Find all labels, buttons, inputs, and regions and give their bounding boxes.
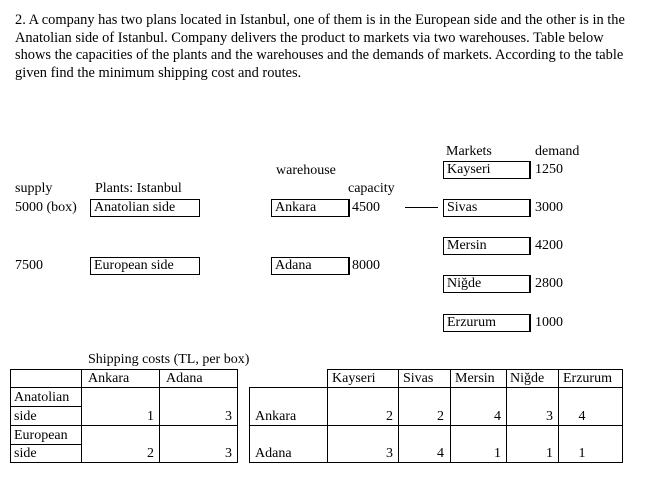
cost-anatolian-ankara: 1 — [147, 409, 154, 424]
col-header-ankara: Ankara — [88, 371, 130, 386]
market-nigde-box: Niğde — [443, 275, 530, 293]
demand-divider — [530, 275, 531, 293]
cost-adana-sivas: 4 — [437, 446, 444, 461]
cost-european-ankara: 2 — [147, 446, 154, 461]
warehouse-ankara-box: Ankara — [271, 199, 349, 217]
capacity-divider — [349, 199, 350, 217]
col-header-mersin: Mersin — [455, 371, 495, 386]
plant-anatolian-box: Anatolian side — [90, 199, 200, 217]
warehouse-adana-capacity: 8000 — [352, 258, 380, 273]
plant-european-box: European side — [90, 257, 200, 275]
col-header-nigde: Niğde — [510, 371, 545, 386]
cost-ankara-kayseri: 2 — [386, 409, 393, 424]
market-sivas-box: Sivas — [443, 199, 530, 217]
market-erzurum-demand: 1000 — [535, 315, 563, 330]
capacity-label: capacity — [348, 181, 395, 196]
market-sivas-demand: 3000 — [535, 200, 563, 215]
warehouse-ankara-capacity: 4500 — [352, 200, 380, 215]
plants-label: Plants: Istanbul — [95, 181, 182, 196]
cost-anatolian-adana: 3 — [225, 409, 232, 424]
markets-label: Markets — [446, 144, 492, 159]
warehouse-label: warehouse — [276, 163, 336, 178]
col-header-sivas: Sivas — [403, 371, 434, 386]
capacity-divider — [349, 257, 350, 275]
supply-label: supply — [15, 181, 53, 196]
demand-divider — [530, 237, 531, 255]
row-label-anatolian: Anatolian — [14, 390, 70, 405]
warehouse-adana-box: Adana — [271, 257, 349, 275]
problem-statement: 2. A company has two plans located in Istanbul, one of them is in the European side and the other is in the Anatolian side of Istanbul. Company delivers the product to markets via two warehouses. Table below shows the capacities of the plants and the warehouses and the demands of markets. According to the table given find the minimum shipping cost and routes. — [15, 12, 625, 81]
market-mersin-demand: 4200 — [535, 238, 563, 253]
row-label-ankara: Ankara — [255, 409, 297, 424]
cost-adana-erzurum: 1 — [578, 446, 586, 461]
plant-supply-european: 7500 — [15, 258, 43, 273]
row-label-adana: Adana — [255, 446, 292, 461]
col-header-erzurum: Erzurum — [563, 371, 612, 386]
shipping-costs-title: Shipping costs (TL, per box) — [88, 352, 250, 367]
cost-ankara-sivas: 2 — [437, 409, 444, 424]
demand-label: demand — [535, 144, 580, 159]
cost-european-adana: 3 — [225, 446, 232, 461]
cost-ankara-erzurum: 4 — [578, 409, 586, 424]
demand-divider — [530, 199, 531, 217]
cost-ankara-nigde: 3 — [546, 409, 553, 424]
demand-divider — [530, 314, 531, 332]
demand-divider — [530, 161, 531, 179]
row-label-anatolian-side: side — [14, 409, 37, 424]
market-mersin-box: Mersin — [443, 237, 530, 255]
row-label-european: European — [14, 428, 68, 443]
cost-adana-kayseri: 3 — [386, 446, 393, 461]
market-erzurum-box: Erzurum — [443, 314, 530, 332]
market-kayseri-box: Kayseri — [443, 161, 530, 179]
col-header-adana: Adana — [166, 371, 203, 386]
col-header-kayseri: Kayseri — [332, 371, 376, 386]
cost-ankara-mersin: 4 — [494, 409, 501, 424]
market-nigde-demand: 2800 — [535, 276, 563, 291]
plant-supply-anatolian: 5000 (box) — [15, 200, 77, 215]
row-label-european-side: side — [14, 446, 37, 461]
cost-adana-nigde: 1 — [546, 446, 553, 461]
market-kayseri-demand: 1250 — [535, 162, 563, 177]
cost-adana-mersin: 1 — [494, 446, 501, 461]
connector-line — [405, 207, 438, 208]
